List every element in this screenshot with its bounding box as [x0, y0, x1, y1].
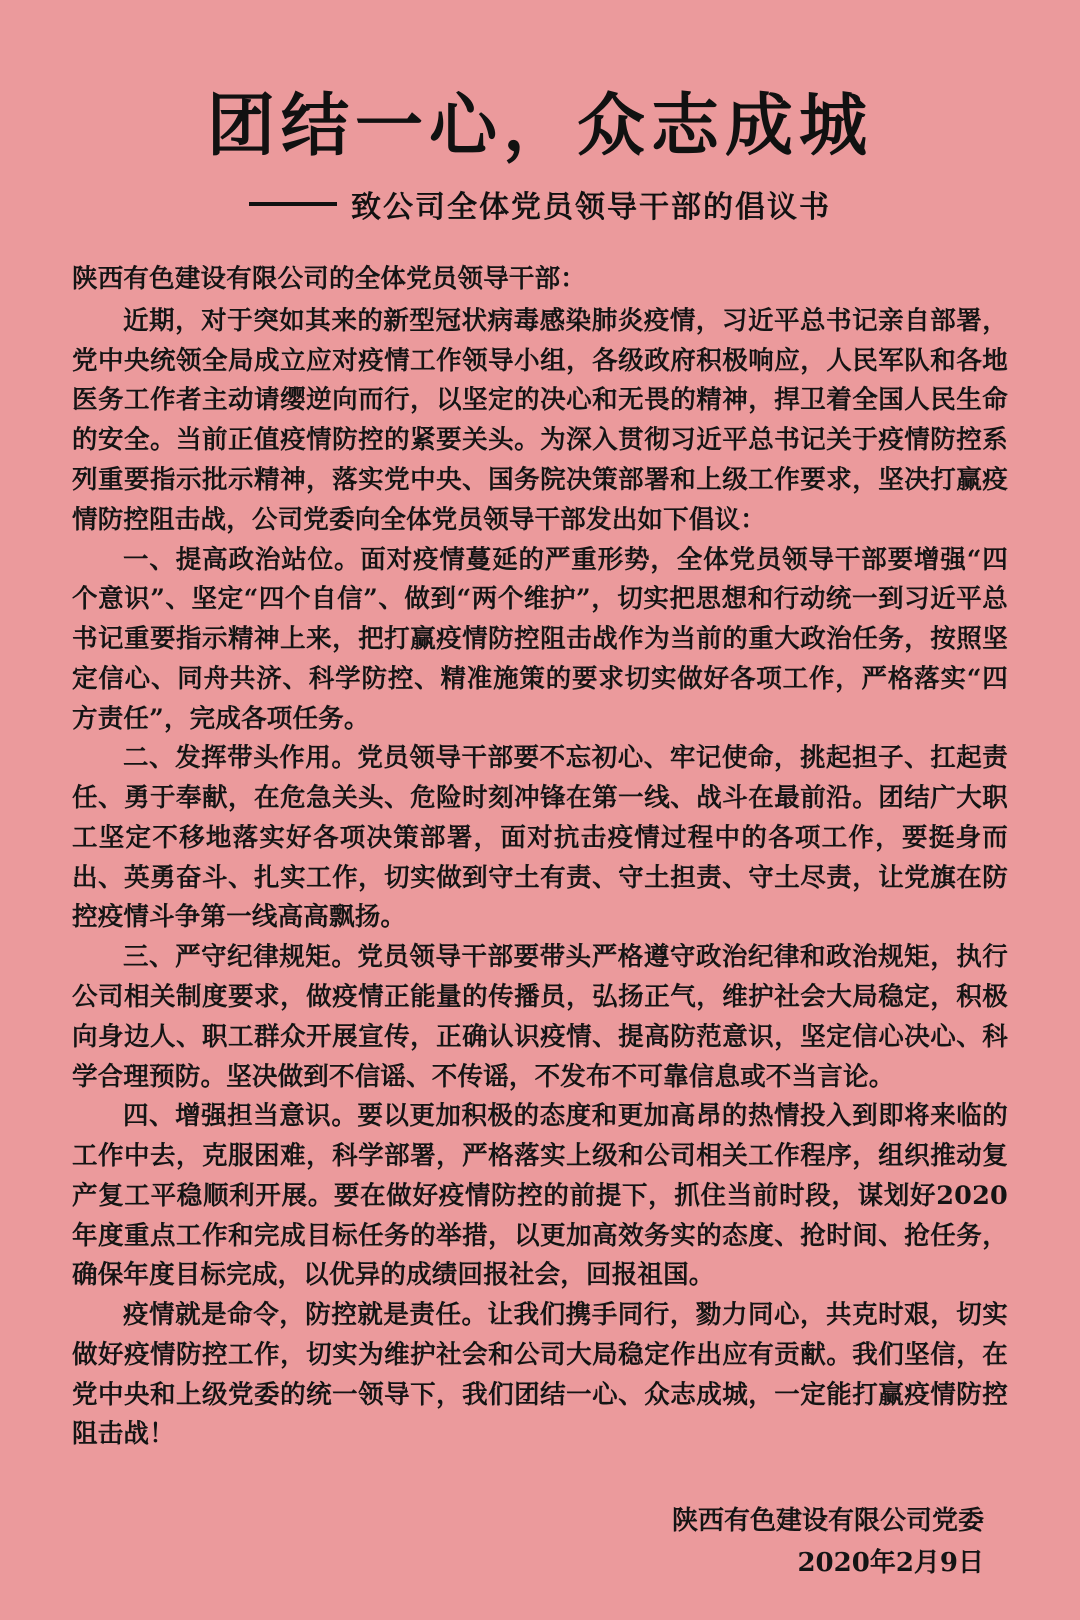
subtitle-row: [72, 182, 1008, 226]
signature-organization: 陕西有色建设有限公司党委: [671, 1506, 984, 1537]
subtitle-rule: [249, 202, 337, 206]
body-paragraph-6: 疫情就是命令，防控就是责任。让我们携手同行，勠力同心，共克时艰，切实做好疫情防控工作，切实为维护社会和公司大局稳定作出应有贡献。我们坚信，在党中央和上级党委的统一领导下，我们团结一心、众志成城，一定能打赢疫情防控阻击战！: [72, 1300, 1008, 1450]
page-title: 团结一心，众志成城: [206, 87, 873, 166]
salutation: 陕西有色建设有限公司的全体党员领导干部：: [72, 264, 587, 295]
body-paragraph-4: 三、严守纪律规矩。党员领导干部要带头严格遵守政治纪律和政治规矩，执行公司相关制度要求，做疫情正能量的传播员，弘扬正气，维护社会大局稳定，积极向身边人、职工群众开展宣传，正确认识疫情、提高防范意识，坚定信心决心、科学合理预防。坚决做到不信谣、不传谣，不发布不可靠信息或不当言论。: [72, 942, 1008, 1092]
body-paragraph-2: 一、提高政治站位。面对疫情蔓延的严重形势，全体党员领导干部要增强“四个意识”、坚定“四个自信”、做到“两个维护”，切实把思想和行动统一到习近平总书记重要指示精神上来，把打赢疫情防控阻击战作为当前的重大政治任务，按照坚定信心、同舟共济、科学防控、精准施策的要求切实做好各项工作，严格落实“四方责任”，完成各项任务。: [72, 544, 1008, 734]
body-paragraph-5: 四、增强担当意识。要以更加积极的态度和更加高昂的热情投入到即将来临的工作中去，克服困难，科学部署，严格落实上级和公司相关工作程序，组织推动复产复工平稳顺利开展。要在做好疫情防控的前提下，抓住当前时段，谋划好2020年度重点工作和完成目标任务的举措，以更加高效务实的态度、抢时间、抢任务，确保年度目标完成，以优异的成绩回报社会，回报祖国。: [72, 1101, 1008, 1291]
body-paragraph-3: 二、发挥带头作用。党员领导干部要不忘初心、牢记使命，挑起担子、扛起责任、勇于奉献，在危急关头、危险时刻冲锋在第一线、战斗在最前沿。团结广大职工坚定不移地落实好各项决策部署，面对抗击疫情过程中的各项工作，要挺身而出、英勇奋斗、扎实工作，切实做到守土有责、守土担责、守土尽责，让党旗在防控疫情斗争第一线高高飘扬。: [72, 743, 1008, 933]
signature-block: [72, 1501, 1008, 1584]
document-body: [72, 260, 1008, 1455]
body-paragraph-1: 近期，对于突如其来的新型冠状病毒感染肺炎疫情，习近平总书记亲自部署，党中央统领全局成立应对疫情工作领导小组，各级政府积极响应，人民军队和各地医务工作者主动请缨逆向而行，以坚定的决心和无畏的精神，捍卫着全国人民生命的安全。当前正值疫情防控的紧要关头。为深入贯彻习近平总书记关于疫情防控系列重要指示批示精神，落实党中央、国务院决策部署和上级工作要求，坚决打赢疫情防控阻击战，公司党委向全体党员领导干部发出如下倡议：: [72, 305, 1008, 535]
page-subtitle: 致公司全体党员领导干部的倡议书: [351, 190, 831, 226]
signature-date: 2020年2月9日: [797, 1547, 984, 1578]
